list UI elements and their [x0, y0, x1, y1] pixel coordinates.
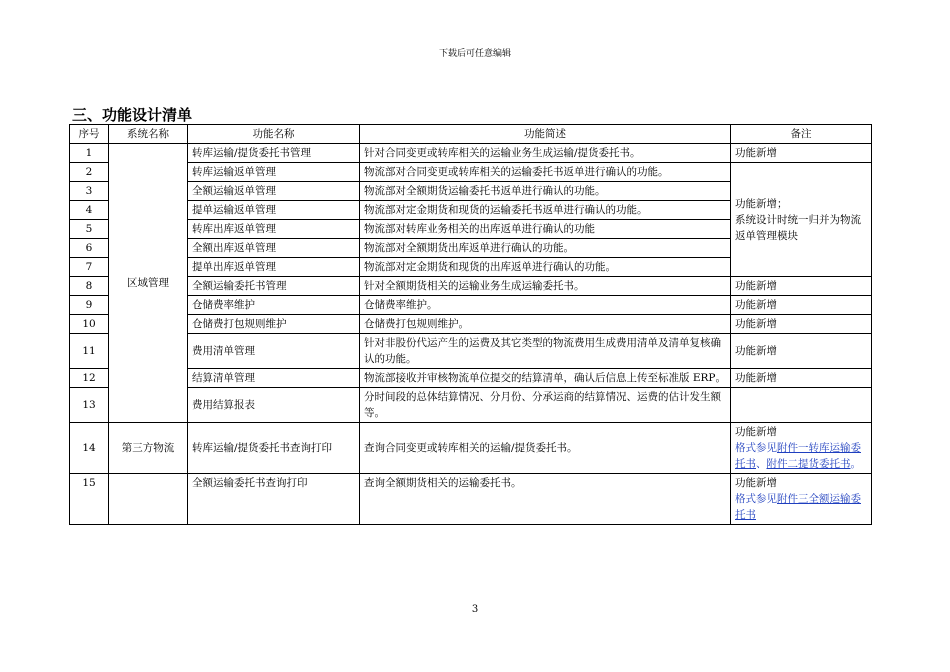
merged-note-line2: 系统设计时统一归并为物流返单管理模块 [735, 213, 861, 242]
merged-note-cell [731, 163, 872, 277]
function-desc: 分时间段的总体结算情况、分月份、分承运商的结算情况、运费的估计发生额等。 [360, 388, 731, 423]
row-no: 2 [70, 163, 109, 182]
function-name: 全额运输委托书查询打印 [188, 474, 360, 525]
function-desc: 针对非股份代运产生的运费及其它类型的物流费用生成费用清单及清单复核确认的功能。 [360, 334, 731, 369]
table-row [70, 388, 872, 423]
note: 功能新增 [731, 334, 872, 369]
table-row [70, 277, 872, 296]
function-name: 全额出库返单管理 [188, 239, 360, 258]
col-header-desc: 功能简述 [360, 125, 731, 144]
table-row [70, 144, 872, 163]
note: 功能新增 [731, 296, 872, 315]
row-no: 9 [70, 296, 109, 315]
table-row [70, 369, 872, 388]
function-desc: 物流部对全额期货运输委托书返单进行确认的功能。 [360, 182, 731, 201]
row-no: 6 [70, 239, 109, 258]
ref-sep: 、 [756, 458, 767, 470]
function-name: 全额运输委托书管理 [188, 277, 360, 296]
attachment-3-link[interactable]: 附件三全额运输委托书 [735, 493, 861, 521]
system-name-cell: 第三方物流 [109, 423, 188, 474]
note: 功能新增 [731, 144, 872, 163]
function-name: 费用清单管理 [188, 334, 360, 369]
system-name-cell: 区域管理 [109, 144, 188, 423]
function-desc: 物流部对转库业务相关的出库返单进行确认的功能 [360, 220, 731, 239]
attachment-1-link[interactable]: 附件一转库运输委托书 [735, 442, 861, 470]
row-no: 3 [70, 182, 109, 201]
row-no: 12 [70, 369, 109, 388]
note-with-links [731, 474, 872, 525]
table-row [70, 334, 872, 369]
section-title: 三、功能设计清单 [72, 106, 193, 124]
note: 功能新增 [731, 369, 872, 388]
row-no: 5 [70, 220, 109, 239]
function-name: 仓储费打包规则维护 [188, 315, 360, 334]
row-no: 14 [70, 423, 109, 474]
ref-prefix: 格式参见 [735, 493, 777, 505]
system-name-cell-empty [109, 474, 188, 525]
table-row [70, 423, 872, 474]
function-name: 全额运输返单管理 [188, 182, 360, 201]
note [731, 388, 872, 423]
merged-note-line1: 功能新增； [735, 197, 788, 210]
col-header-no: 序号 [70, 125, 109, 144]
function-desc: 物流部对定金期货和现货的运输委托书返单进行确认的功能。 [360, 201, 731, 220]
page-header: 下载后可任意编辑 [438, 49, 511, 59]
function-desc: 物流部接收并审核物流单位提交的结算清单，确认后信息上传至标准版 ERP。 [360, 369, 731, 388]
function-name: 转库运输返单管理 [188, 163, 360, 182]
function-name: 结算清单管理 [188, 369, 360, 388]
ref-prefix: 格式参见 [735, 442, 777, 454]
function-name: 转库出库返单管理 [188, 220, 360, 239]
function-name: 提单运输返单管理 [188, 201, 360, 220]
ref-end: 。 [850, 458, 861, 470]
row-no: 7 [70, 258, 109, 277]
note: 功能新增 [731, 277, 872, 296]
function-name: 费用结算报表 [188, 388, 360, 423]
function-name: 仓储费率维护 [188, 296, 360, 315]
function-name: 转库运输/提货委托书管理 [188, 144, 360, 163]
row-no: 10 [70, 315, 109, 334]
function-desc: 针对合同变更或转库相关的运输业务生成运输/提货委托书。 [360, 144, 731, 163]
table-row [70, 296, 872, 315]
row-no: 4 [70, 201, 109, 220]
function-desc: 仓储费打包规则维护。 [360, 315, 731, 334]
function-desc: 针对全额期货相关的运输业务生成运输委托书。 [360, 277, 731, 296]
function-desc: 仓储费率维护。 [360, 296, 731, 315]
note-text: 功能新增 [735, 477, 777, 489]
table-header-row [70, 125, 872, 144]
function-desc: 查询全额期货相关的运输委托书。 [360, 474, 731, 525]
col-header-system: 系统名称 [109, 125, 188, 144]
col-header-function: 功能名称 [188, 125, 360, 144]
col-header-note: 备注 [731, 125, 872, 144]
row-no: 13 [70, 388, 109, 423]
table-row [70, 163, 872, 182]
note-with-links [731, 423, 872, 474]
row-no: 8 [70, 277, 109, 296]
note-text: 功能新增 [735, 426, 777, 438]
function-desc: 物流部对合同变更或转库相关的运输委托书返单进行确认的功能。 [360, 163, 731, 182]
function-list-table [69, 124, 872, 525]
row-no: 15 [70, 474, 109, 525]
attachment-2-link[interactable]: 附件二提货委托书 [766, 458, 851, 470]
row-no: 1 [70, 144, 109, 163]
function-name: 转库运输/提货委托书查询打印 [188, 423, 360, 474]
function-desc: 查询合同变更或转库相关的运输/提货委托书。 [360, 423, 731, 474]
row-no: 11 [70, 334, 109, 369]
function-desc: 物流部对全额期货出库返单进行确认的功能。 [360, 239, 731, 258]
page-number: 3 [471, 604, 479, 615]
table-row [70, 474, 872, 525]
function-desc: 物流部对定金期货和现货的出库返单进行确认的功能。 [360, 258, 731, 277]
function-name: 提单出库返单管理 [188, 258, 360, 277]
note: 功能新增 [731, 315, 872, 334]
table-row [70, 315, 872, 334]
